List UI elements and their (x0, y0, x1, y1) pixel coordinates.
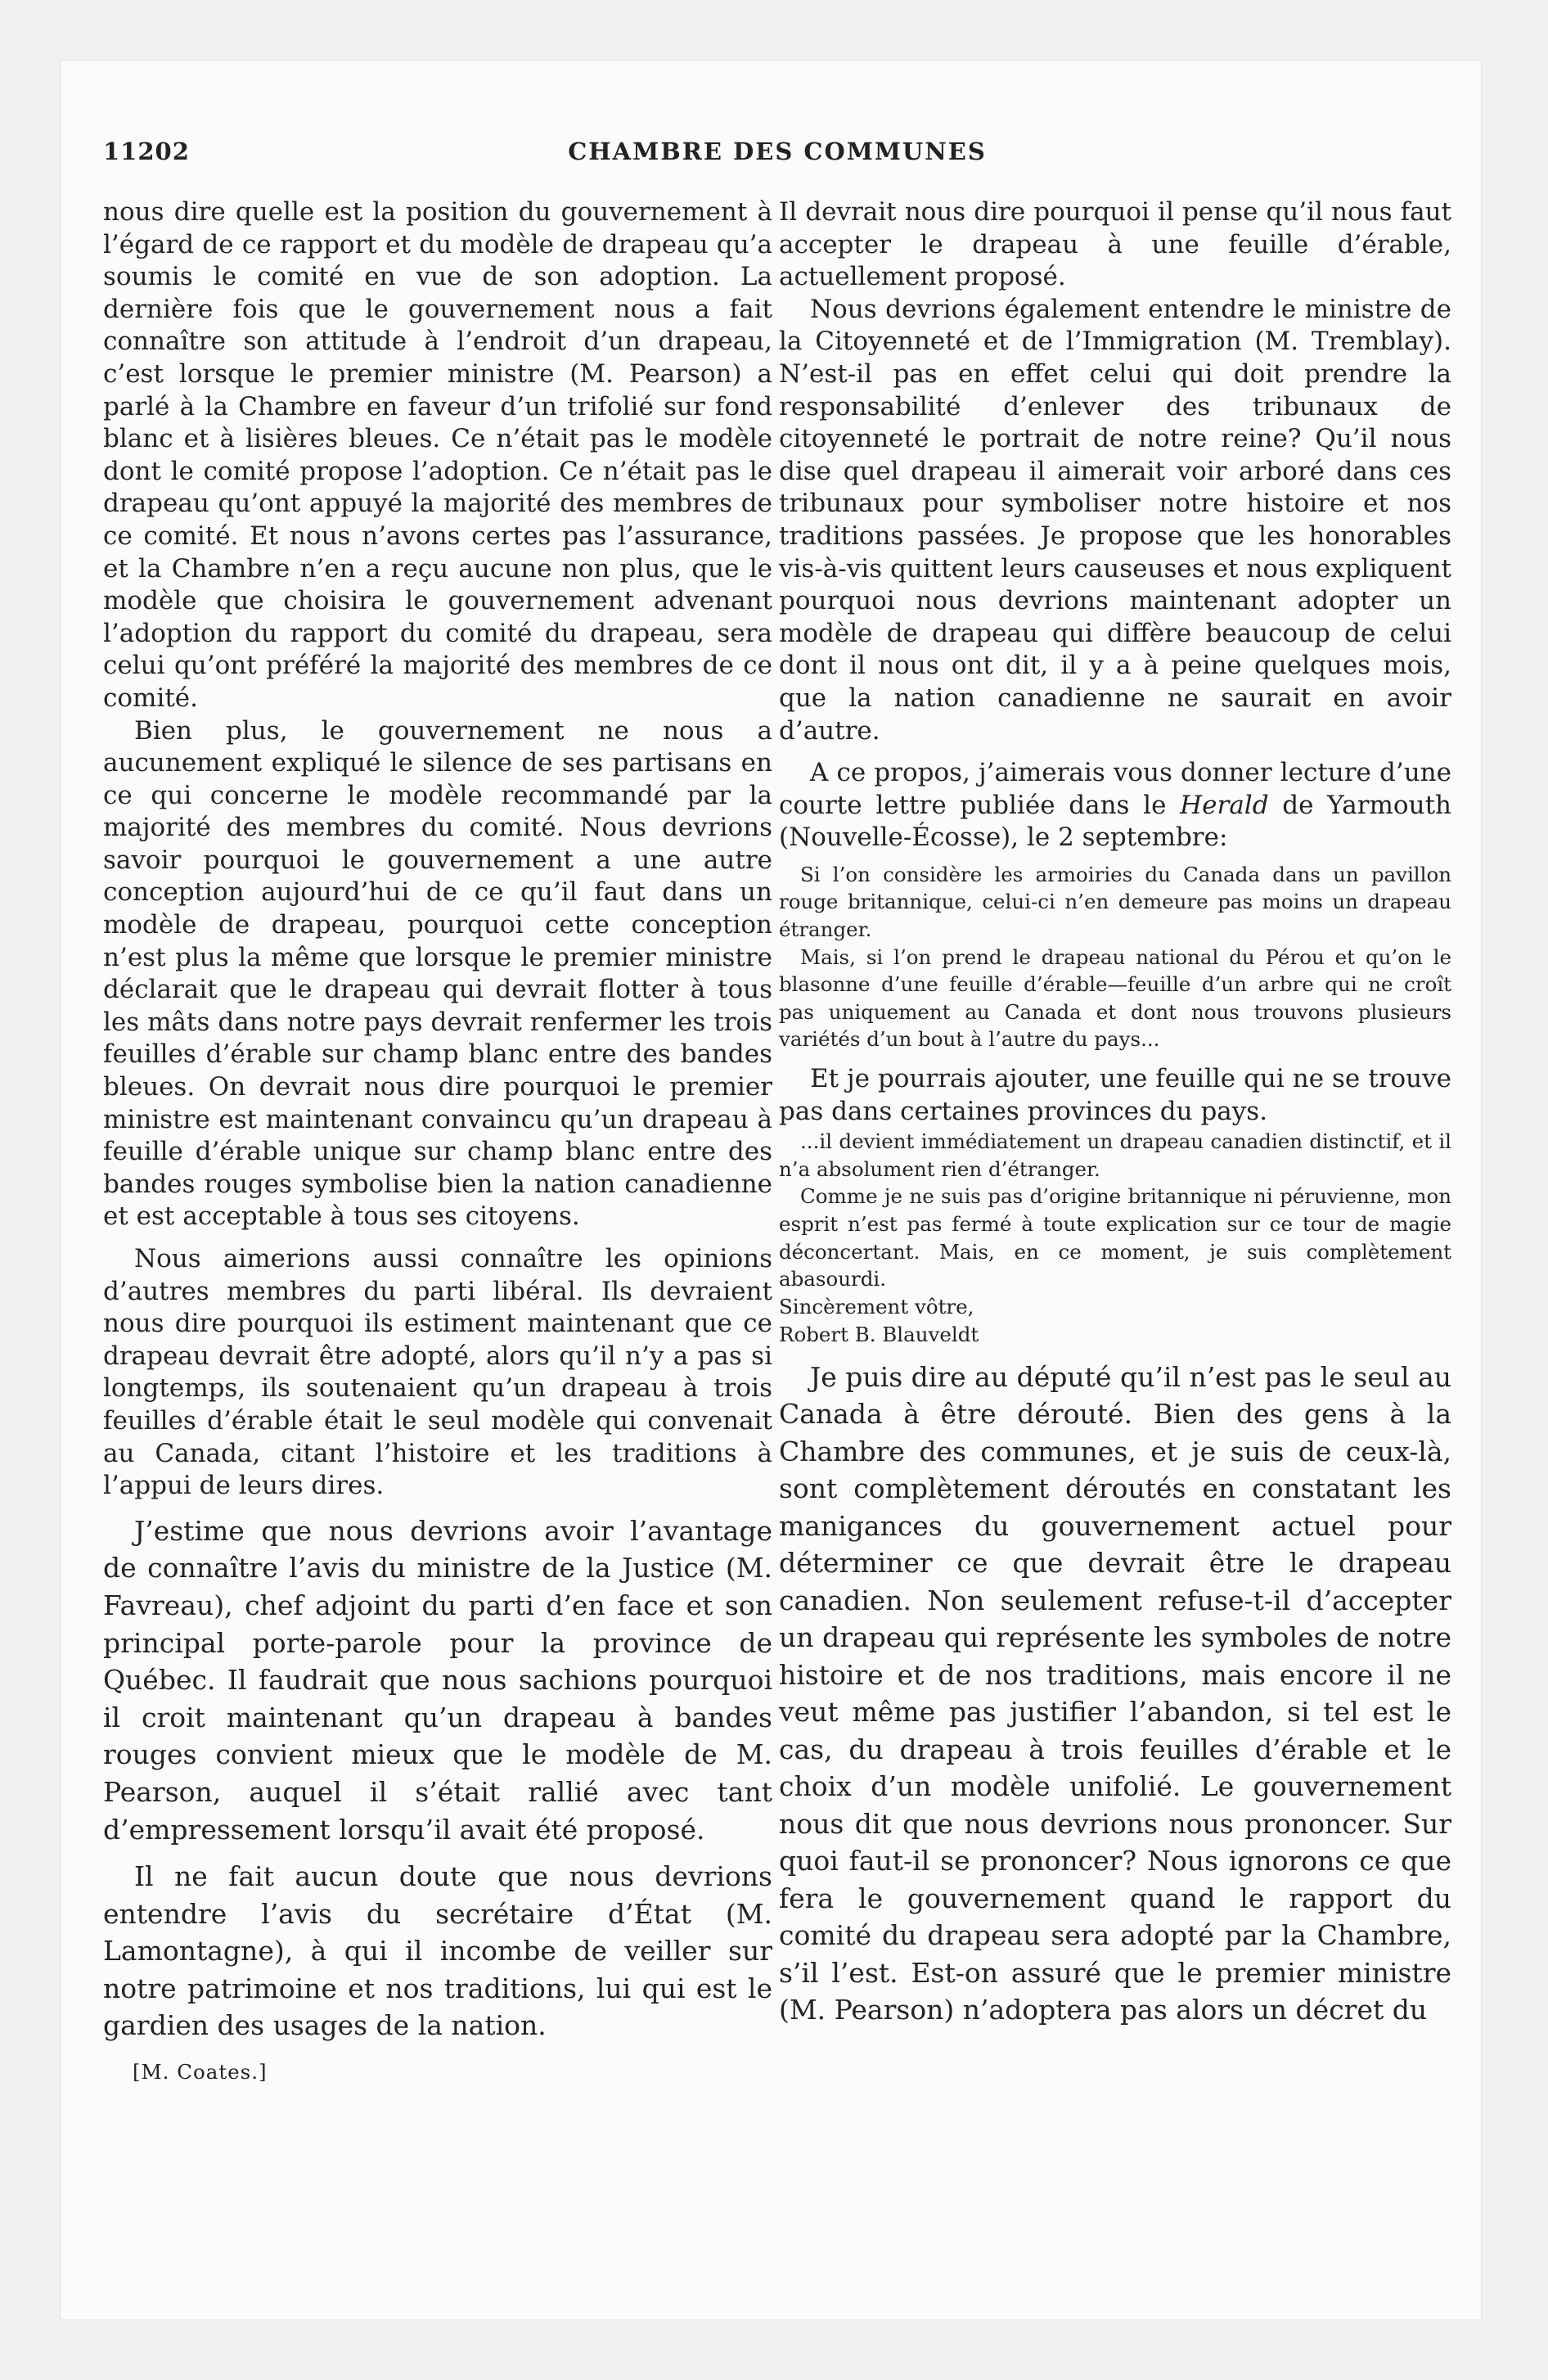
paragraph: Nous devrions également entendre le ministre de la Citoyenneté et de l’Immigration (M. Tremblay). N’est-il pas en effet celui qui doit prendre la responsabilité d’enlever des tribunaux de citoyenneté le portrait de notre reine? Qu’il nous dise quel drapeau il aimerait voir arboré dans ces tribunaux pour symboliser notre histoire et nos traditions passées. Je propose que les honorables vis-à-vis quittent leurs causeuses et nous expliquent pourquoi nous devrions maintenant adopter un modèle de drapeau qui diffère beaucoup de celui dont il nous ont dit, il y a à peine quelques mois, que la nation canadienne ne saurait en avoir d’autre. (779, 294, 1451, 746)
page-header (103, 133, 1451, 177)
left-column (103, 196, 772, 2089)
letter-quote: Si l’on considère les armoiries du Canada dans un pavillon rouge britannique, celui-ci n’en demeure pas moins un drapeau étranger. (779, 862, 1451, 942)
speaker-attribution: [M. Coates.] (133, 2060, 268, 2085)
text-run: A ce propos, j’aimerais vous donner lecture d’une courte lettre publiée dans le (779, 758, 1451, 820)
paragraph: Et je pourrais ajouter, une feuille qui ne se trouve pas dans certaines provinces du pays. (779, 1064, 1451, 1126)
paragraph: Bien plus, le gouvernement ne nous a aucunement expliqué le silence de ses partisans en ce qui concerne le modèle recommandé par la majorité des membres du comité. Nous devrions savoir pourquoi le gouvernement a une autre conception aujourd’hui de ce qu’il faut dans un modèle de drapeau, pourquoi cette conception n’est plus la même que lorsque le premier ministre déclarait que le drapeau qui devrait flotter à tous les mâts dans notre pays devrait renfermer les trois feuilles d’érable sur champ blanc entre des bandes bleues. On devrait nous dire pourquoi le premier ministre est maintenant convaincu qu’un drapeau à feuille d’érable unique sur champ blanc entre des bandes rouges symbolise bien la nation canadienne et est acceptable à tous ses citoyens. (103, 715, 772, 1232)
paragraph: Je puis dire au député qu’il n’est pas le seul au Canada à être dérouté. Bien des gens à la Chambre des communes, et je suis de ceux-là, sont complètement déroutés en constatant les manigances du gouvernement actuel pour déterminer ce que devrait être le drapeau canadien. Non seulement refuse-t-il d’accepter un drapeau qui représente les symboles de notre histoire et de nos traditions, mais encore il ne veut même pas justifier l’abandon, si tel est le cas, du drapeau à trois feuilles d’érable et le choix d’un modèle unifolié. Le gouvernement nous dit que nous devrions nous prononcer. Sur quoi faut-il se prononcer? Nous ignorons ce que fera le gouvernement quand le rapport du comité du drapeau sera adopté par la Chambre, s’il l’est. Est-on assuré que le premier ministre (M. Pearson) n’adoptera pas alors un décret du (779, 1360, 1451, 2026)
right-column (779, 196, 1451, 2029)
paragraph: Il ne fait aucun doute que nous devrions entendre l’avis du secrétaire d’État (M. Lamontagne), à qui il incombe de veiller sur notre patrimoine et nos traditions, lui qui est le gardien des usages de la nation. (103, 1860, 772, 2042)
paragraph: nous dire quelle est la position du gouvernement à l’égard de ce rapport et du modèle de drapeau qu’a soumis le comité en vue de son adoption. La dernière fois que le gouvernement nous a fait connaître son attitude à l’endroit d’un drapeau, c’est lorsque le premier ministre (M. Pearson) a parlé à la Chambre en faveur d’un trifolié sur fond blanc et à lisières bleues. Ce n’était pas le modèle dont le comité propose l’adoption. Ce n’était pas le drapeau qu’ont appuyé la majorité des membres de ce comité. Et nous n’avons certes pas l’assurance, et la Chambre n’en a reçu aucune non plus, que le modèle que choisira le gouvernement advenant l’adoption du rapport du comité du drapeau, sera celui qu’ont préféré la majorité des membres de ce comité. (103, 197, 772, 713)
paragraph: J’estime que nous devrions avoir l’avantage de connaître l’avis du ministre de la Justice (M. Favreau), chef adjoint du parti d’en face et son principal porte-parole pour la province de Québec. Il faudrait que nous sachions pourquoi il croit maintenant qu’un drapeau à bandes rouges convient mieux que le modèle de M. Pearson, auquel il s’était rallié avec tant d’empressement lorsqu’il avait été proposé. (103, 1514, 772, 1846)
running-title: CHAMBRE DES COMMUNES (568, 137, 987, 165)
letter-quote: Mais, si l’on prend le drapeau national du Pérou et qu’on le blasonne d’une feuille d’érable—feuille d’un arbre qui ne croît pas uniquement au Canada et dont nous trouvons plusieurs variétés d’un bout à l’autre du pays... (779, 944, 1451, 1052)
page-number: 11202 (103, 137, 190, 165)
text-run: de Yarmouth (Nouvelle-Écosse), le 2 septembre: (779, 790, 1451, 853)
letter-signature: Robert B. Blauveldt (779, 1322, 979, 1346)
paragraph: Il devrait nous dire pourquoi il pense qu’il nous faut accepter le drapeau à une feuille d’érable, actuellement proposé. (779, 197, 1451, 292)
letter-quote: ...il devient immédiatement un drapeau canadien distinctif, et il n’a absolument rien d’étranger. (779, 1129, 1451, 1181)
paragraph: Nous aimerions aussi connaître les opinions d’autres membres du parti libéral. Ils devraient nous dire pourquoi ils estiment maintenant que ce drapeau devrait être adopté, alors qu’il n’y a pas si longtemps, ils soutenaient qu’un drapeau à trois feuilles d’érable était le seul modèle qui convenait au Canada, citant l’histoire et les traditions à l’appui de leurs dires. (103, 1244, 772, 1501)
newspaper-title: Herald (1180, 790, 1269, 820)
paragraph (779, 757, 1451, 854)
letter-quote: Comme je ne suis pas d’origine britannique ni péruvienne, mon esprit n’est pas fermé à toute explication sur ce tour de magie déconcertant. Mais, en ce moment, je suis complètement abasourdi. (779, 1184, 1451, 1291)
letter-closing: Sincèrement vôtre, (779, 1294, 974, 1318)
